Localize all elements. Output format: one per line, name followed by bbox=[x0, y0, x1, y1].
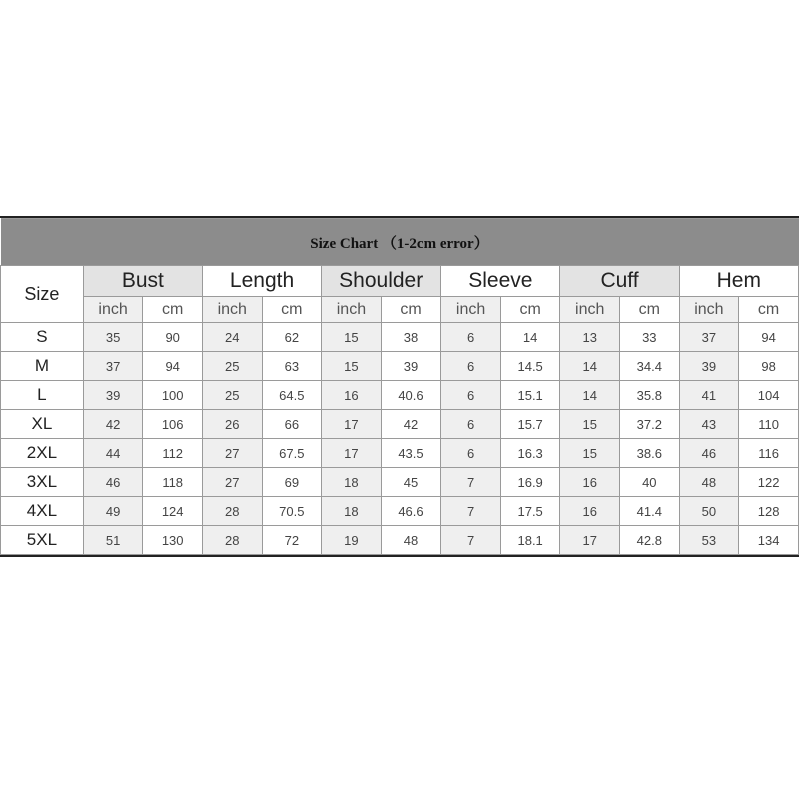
table-cell: 134 bbox=[739, 526, 799, 555]
size-chart-table bbox=[0, 218, 799, 555]
size-label: 5XL bbox=[1, 526, 84, 555]
table-cell: 6 bbox=[441, 439, 501, 468]
unit-header-sleeve-inch: inch bbox=[441, 297, 501, 323]
table-cell: 14 bbox=[500, 323, 560, 352]
table-cell: 69 bbox=[262, 468, 322, 497]
table-cell: 16.9 bbox=[500, 468, 560, 497]
size-label: 2XL bbox=[1, 439, 84, 468]
size-label: S bbox=[1, 323, 84, 352]
table-cell: 43 bbox=[679, 410, 739, 439]
table-cell: 118 bbox=[143, 468, 203, 497]
size-column-header: Size bbox=[1, 266, 84, 323]
table-cell: 14 bbox=[560, 352, 620, 381]
table-cell: 94 bbox=[143, 352, 203, 381]
table-row bbox=[1, 439, 799, 468]
size-label: L bbox=[1, 381, 84, 410]
table-cell: 15 bbox=[560, 410, 620, 439]
table-cell: 42 bbox=[83, 410, 143, 439]
unit-header-hem-inch: inch bbox=[679, 297, 739, 323]
table-cell: 16 bbox=[322, 381, 382, 410]
table-row bbox=[1, 497, 799, 526]
table-cell: 64.5 bbox=[262, 381, 322, 410]
table-cell: 38.6 bbox=[620, 439, 680, 468]
unit-header-hem-cm: cm bbox=[739, 297, 799, 323]
table-cell: 19 bbox=[322, 526, 382, 555]
table-cell: 72 bbox=[262, 526, 322, 555]
table-cell: 43.5 bbox=[381, 439, 441, 468]
table-row bbox=[1, 323, 799, 352]
table-cell: 15 bbox=[322, 323, 382, 352]
table-cell: 40 bbox=[620, 468, 680, 497]
table-cell: 62 bbox=[262, 323, 322, 352]
table-cell: 15 bbox=[322, 352, 382, 381]
table-cell: 67.5 bbox=[262, 439, 322, 468]
table-cell: 48 bbox=[679, 468, 739, 497]
table-cell: 35 bbox=[83, 323, 143, 352]
table-cell: 13 bbox=[560, 323, 620, 352]
chart-title: Size Chart （1-2cm error） bbox=[1, 219, 799, 266]
table-cell: 39 bbox=[83, 381, 143, 410]
table-cell: 116 bbox=[739, 439, 799, 468]
size-label: M bbox=[1, 352, 84, 381]
table-cell: 63 bbox=[262, 352, 322, 381]
table-cell: 17 bbox=[560, 526, 620, 555]
size-label: XL bbox=[1, 410, 84, 439]
table-cell: 24 bbox=[202, 323, 262, 352]
table-cell: 112 bbox=[143, 439, 203, 468]
table-cell: 16.3 bbox=[500, 439, 560, 468]
table-cell: 130 bbox=[143, 526, 203, 555]
table-cell: 14.5 bbox=[500, 352, 560, 381]
table-cell: 122 bbox=[739, 468, 799, 497]
table-cell: 104 bbox=[739, 381, 799, 410]
unit-header-bust-inch: inch bbox=[83, 297, 143, 323]
size-label: 3XL bbox=[1, 468, 84, 497]
table-cell: 28 bbox=[202, 526, 262, 555]
table-row bbox=[1, 526, 799, 555]
measurement-header-row bbox=[1, 266, 799, 297]
table-cell: 33 bbox=[620, 323, 680, 352]
table-cell: 42 bbox=[381, 410, 441, 439]
size-chart-body bbox=[1, 323, 799, 555]
table-cell: 100 bbox=[143, 381, 203, 410]
table-cell: 45 bbox=[381, 468, 441, 497]
table-cell: 38 bbox=[381, 323, 441, 352]
table-cell: 34.4 bbox=[620, 352, 680, 381]
table-cell: 46 bbox=[679, 439, 739, 468]
unit-header-bust-cm: cm bbox=[143, 297, 203, 323]
table-cell: 37 bbox=[679, 323, 739, 352]
table-cell: 18 bbox=[322, 497, 382, 526]
unit-header-shoulder-inch: inch bbox=[322, 297, 382, 323]
table-row bbox=[1, 352, 799, 381]
table-cell: 51 bbox=[83, 526, 143, 555]
table-cell: 94 bbox=[739, 323, 799, 352]
table-cell: 17 bbox=[322, 410, 382, 439]
unit-header-row bbox=[1, 297, 799, 323]
table-cell: 66 bbox=[262, 410, 322, 439]
table-cell: 37.2 bbox=[620, 410, 680, 439]
table-cell: 18.1 bbox=[500, 526, 560, 555]
table-cell: 70.5 bbox=[262, 497, 322, 526]
table-cell: 46.6 bbox=[381, 497, 441, 526]
table-cell: 27 bbox=[202, 468, 262, 497]
table-cell: 42.8 bbox=[620, 526, 680, 555]
table-cell: 6 bbox=[441, 323, 501, 352]
table-cell: 16 bbox=[560, 468, 620, 497]
table-cell: 98 bbox=[739, 352, 799, 381]
table-cell: 48 bbox=[381, 526, 441, 555]
table-row bbox=[1, 381, 799, 410]
table-cell: 6 bbox=[441, 381, 501, 410]
table-cell: 6 bbox=[441, 410, 501, 439]
table-cell: 50 bbox=[679, 497, 739, 526]
measurement-header-bust: Bust bbox=[83, 266, 202, 297]
table-cell: 25 bbox=[202, 381, 262, 410]
table-cell: 53 bbox=[679, 526, 739, 555]
table-cell: 106 bbox=[143, 410, 203, 439]
table-cell: 18 bbox=[322, 468, 382, 497]
unit-header-cuff-cm: cm bbox=[620, 297, 680, 323]
table-cell: 124 bbox=[143, 497, 203, 526]
table-cell: 16 bbox=[560, 497, 620, 526]
table-cell: 27 bbox=[202, 439, 262, 468]
table-cell: 7 bbox=[441, 468, 501, 497]
size-label: 4XL bbox=[1, 497, 84, 526]
table-cell: 7 bbox=[441, 497, 501, 526]
measurement-header-hem: Hem bbox=[679, 266, 798, 297]
table-cell: 26 bbox=[202, 410, 262, 439]
table-cell: 37 bbox=[83, 352, 143, 381]
table-cell: 90 bbox=[143, 323, 203, 352]
table-cell: 6 bbox=[441, 352, 501, 381]
table-cell: 46 bbox=[83, 468, 143, 497]
table-cell: 41 bbox=[679, 381, 739, 410]
table-cell: 44 bbox=[83, 439, 143, 468]
unit-header-cuff-inch: inch bbox=[560, 297, 620, 323]
table-cell: 40.6 bbox=[381, 381, 441, 410]
table-cell: 17 bbox=[322, 439, 382, 468]
table-row bbox=[1, 468, 799, 497]
unit-header-shoulder-cm: cm bbox=[381, 297, 441, 323]
table-cell: 15 bbox=[560, 439, 620, 468]
table-cell: 15.1 bbox=[500, 381, 560, 410]
measurement-header-sleeve: Sleeve bbox=[441, 266, 560, 297]
table-cell: 39 bbox=[381, 352, 441, 381]
table-cell: 7 bbox=[441, 526, 501, 555]
unit-header-sleeve-cm: cm bbox=[500, 297, 560, 323]
table-cell: 17.5 bbox=[500, 497, 560, 526]
unit-header-length-cm: cm bbox=[262, 297, 322, 323]
table-cell: 49 bbox=[83, 497, 143, 526]
measurement-header-shoulder: Shoulder bbox=[322, 266, 441, 297]
unit-header-length-inch: inch bbox=[202, 297, 262, 323]
table-cell: 14 bbox=[560, 381, 620, 410]
table-cell: 25 bbox=[202, 352, 262, 381]
table-cell: 110 bbox=[739, 410, 799, 439]
table-cell: 15.7 bbox=[500, 410, 560, 439]
measurement-header-length: Length bbox=[202, 266, 321, 297]
size-chart bbox=[0, 216, 799, 557]
table-cell: 41.4 bbox=[620, 497, 680, 526]
table-cell: 39 bbox=[679, 352, 739, 381]
table-cell: 128 bbox=[739, 497, 799, 526]
table-cell: 35.8 bbox=[620, 381, 680, 410]
measurement-header-cuff: Cuff bbox=[560, 266, 679, 297]
table-row bbox=[1, 410, 799, 439]
table-cell: 28 bbox=[202, 497, 262, 526]
